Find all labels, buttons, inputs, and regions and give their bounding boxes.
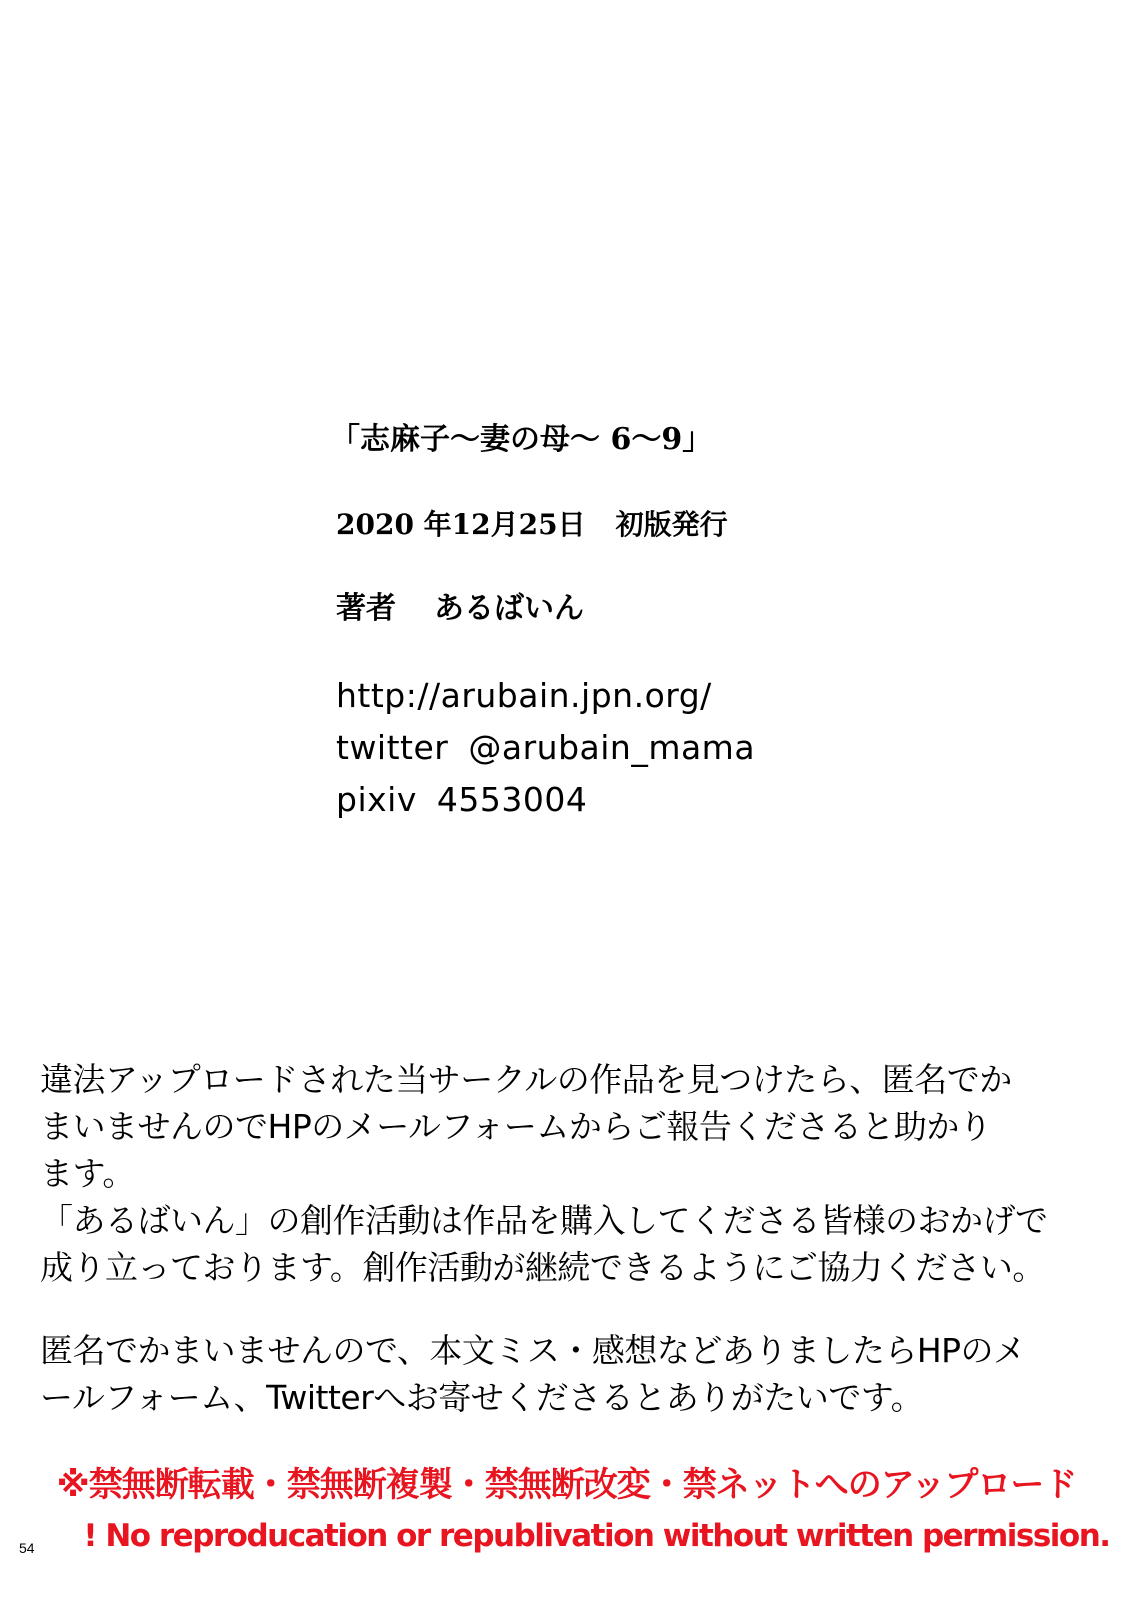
- contact-links: [336, 670, 755, 826]
- notice-para1-line2: まいませんのでHPのメールフォームからご報告くださると助かり: [40, 1107, 992, 1146]
- edition-label: 初版発行: [615, 508, 728, 541]
- notice-text: [40, 1056, 1100, 1421]
- copyright-warning-jp: ※禁無断転載・禁無断複製・禁無断改変・禁ネットへのアップロード: [56, 1465, 1077, 1505]
- notice-para1-line3: ます。: [40, 1154, 135, 1193]
- copyright-warning-en: ! No reproducation or republivation without written permission.: [83, 1518, 1110, 1554]
- page-number: 54: [19, 1540, 35, 1556]
- twitter-label: twitter: [336, 728, 449, 767]
- notice-para2-line1: 「あるばいん」の創作活動は作品を購入してくださる皆様のおかげで: [40, 1201, 1048, 1240]
- pixiv-label: pixiv: [336, 780, 417, 819]
- notice-para2-line2: 成り立っております。創作活動が継続できるようにご協力ください。: [40, 1248, 1045, 1287]
- pixiv-line: [336, 774, 755, 826]
- publication-date-line: [336, 505, 728, 545]
- notice-para3-line1: 匿名でかまいませんので、本文ミス・感想などありましたらHPのメ: [40, 1331, 1026, 1370]
- pixiv-id: 4553004: [436, 780, 588, 819]
- author-label: 著者: [336, 591, 396, 626]
- twitter-handle: @arubain_mama: [468, 728, 756, 767]
- twitter-line: [336, 722, 755, 774]
- notice-para3-line2: ールフォーム、Twitterへお寄せくださるとありがたいです。: [40, 1378, 924, 1417]
- website-url: http://arubain.jpn.org/: [336, 676, 712, 715]
- author-name: あるばいん: [434, 591, 584, 626]
- publication-date: 2020 年12月25日: [336, 508, 586, 541]
- notice-para1-line1: 違法アップロードされた当サークルの作品を見つけたら、匿名でか: [40, 1060, 1012, 1099]
- book-title: 「志麻子〜妻の母〜 6〜9」: [330, 422, 713, 457]
- author-line: [336, 589, 584, 629]
